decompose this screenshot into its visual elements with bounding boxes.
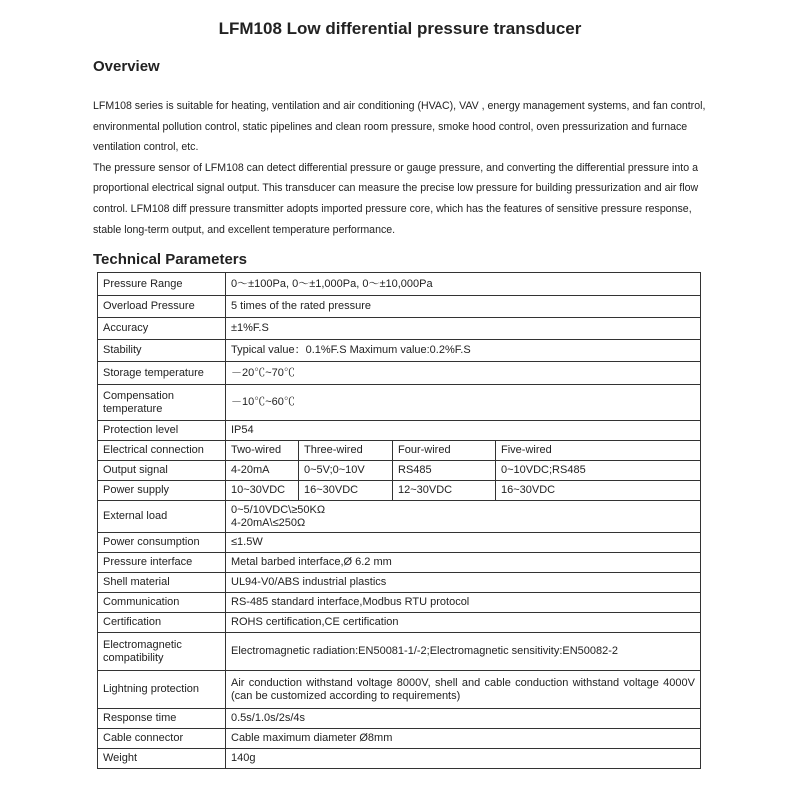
external-load-label: External load <box>98 501 226 533</box>
output-signal-label: Output signal <box>98 461 226 481</box>
output-signal-three-wired: 0~5V;0~10V <box>299 461 393 481</box>
power-supply-five-wired: 16~30VDC <box>496 481 701 501</box>
table-row <box>98 481 701 501</box>
storage-temperature-label: Storage temperature <box>98 362 226 385</box>
table-row <box>98 501 701 533</box>
external-load-current: 4-20mA\≤250Ω <box>231 516 306 529</box>
electrical-connection-two-wired: Two-wired <box>226 441 299 461</box>
table-row <box>98 533 701 553</box>
lightning-protection-label: Lightning protection <box>98 671 226 709</box>
overview-paragraph-2: The pressure sensor of LFM108 can detect differential pressure or gauge pressure, and converting the differential pressure into a proportional electrical signal output. This transducer can measure the precise low pressure for building pressurization and air flow control. LFM108 diff pressure transmitter adopts imported pressure core, which has the features of sensitive pressure response, stable long-term output, and excellent temperature performance. <box>93 161 699 236</box>
output-signal-two-wired: 4-20mA <box>226 461 299 481</box>
table-row <box>98 671 701 709</box>
external-load-voltage: 0~5/10VDC\≥50KΩ <box>231 503 326 516</box>
emc-value: Electromagnetic radiation:EN50081-1/-2;Electromagnetic sensitivity:EN50082-2 <box>226 633 701 671</box>
power-supply-two-wired: 10~30VDC <box>226 481 299 501</box>
table-row <box>98 593 701 613</box>
stability-value: Typical value：0.1%F.S Maximum value:0.2%F.S <box>226 340 701 362</box>
accuracy-value: ±1%F.S <box>226 318 701 340</box>
stability-label: Stability <box>98 340 226 362</box>
electrical-connection-five-wired: Five-wired <box>496 441 701 461</box>
electrical-connection-three-wired: Three-wired <box>299 441 393 461</box>
certification-value: ROHS certification,CE certification <box>226 613 701 633</box>
response-time-label: Response time <box>98 709 226 729</box>
power-supply-four-wired: 12~30VDC <box>393 481 496 501</box>
technical-parameters-table <box>97 272 701 769</box>
certification-label: Certification <box>98 613 226 633</box>
table-row <box>98 461 701 481</box>
emc-label: Electromagnetic compatibility <box>98 633 226 671</box>
storage-temperature-value: －20℃~70℃ <box>226 362 701 385</box>
power-supply-label: Power supply <box>98 481 226 501</box>
overview-text <box>93 96 713 240</box>
electrical-connection-four-wired: Four-wired <box>393 441 496 461</box>
overview-paragraph-1: LFM108 series is suitable for heating, ventilation and air conditioning (HVAC), VAV , energy management systems, and fan control, environmental pollution control, static pipelines and clean room pressure, smoke hood control, oven pressurization and furnace ventilation control, etc. <box>93 100 706 154</box>
table-row <box>98 729 701 749</box>
shell-material-value: UL94-V0/ABS industrial plastics <box>226 573 701 593</box>
pressure-interface-label: Pressure interface <box>98 553 226 573</box>
weight-label: Weight <box>98 749 226 769</box>
accuracy-label: Accuracy <box>98 318 226 340</box>
weight-value: 140g <box>226 749 701 769</box>
shell-material-label: Shell material <box>98 573 226 593</box>
table-row <box>98 613 701 633</box>
table-row <box>98 385 701 421</box>
table-row <box>98 573 701 593</box>
compensation-temperature-label: Compensation temperature <box>98 385 226 421</box>
protection-level-label: Protection level <box>98 421 226 441</box>
table-row <box>98 340 701 362</box>
protection-level-value: IP54 <box>226 421 701 441</box>
cable-connector-label: Cable connector <box>98 729 226 749</box>
cable-connector-value: Cable maximum diameter Ø8mm <box>226 729 701 749</box>
page-title: LFM108 Low differential pressure transducer <box>218 19 582 38</box>
table-row <box>98 318 701 340</box>
overload-pressure-value: 5 times of the rated pressure <box>226 296 701 318</box>
overload-pressure-label: Overload Pressure <box>98 296 226 318</box>
output-signal-five-wired: 0~10VDC;RS485 <box>496 461 701 481</box>
table-row <box>98 421 701 441</box>
table-row <box>98 273 701 296</box>
communication-value: RS-485 standard interface,Modbus RTU protocol <box>226 593 701 613</box>
external-load-value <box>226 501 701 533</box>
pressure-interface-value: Metal barbed interface,Ø 6.2 mm <box>226 553 701 573</box>
table-row <box>98 633 701 671</box>
table-row <box>98 709 701 729</box>
table-row <box>98 553 701 573</box>
electrical-connection-label: Electrical connection <box>98 441 226 461</box>
table-row <box>98 362 701 385</box>
power-consumption-value: ≤1.5W <box>226 533 701 553</box>
table-row <box>98 749 701 769</box>
table-row <box>98 296 701 318</box>
response-time-value: 0.5s/1.0s/2s/4s <box>226 709 701 729</box>
overview-heading: Overview <box>93 58 160 75</box>
compensation-temperature-value: －10℃~60℃ <box>226 385 701 421</box>
technical-parameters-heading: Technical Parameters <box>93 251 247 268</box>
pressure-range-label: Pressure Range <box>98 273 226 296</box>
power-consumption-label: Power consumption <box>98 533 226 553</box>
table-row <box>98 441 701 461</box>
communication-label: Communication <box>98 593 226 613</box>
power-supply-three-wired: 16~30VDC <box>299 481 393 501</box>
lightning-protection-value: Air conduction withstand voltage 8000V, shell and cable conduction withstand voltage 4000V (can be customized according to requirements) <box>226 671 701 709</box>
output-signal-four-wired: RS485 <box>393 461 496 481</box>
pressure-range-value: 0～±100Pa, 0～±1,000Pa, 0～±10,000Pa <box>226 273 701 296</box>
